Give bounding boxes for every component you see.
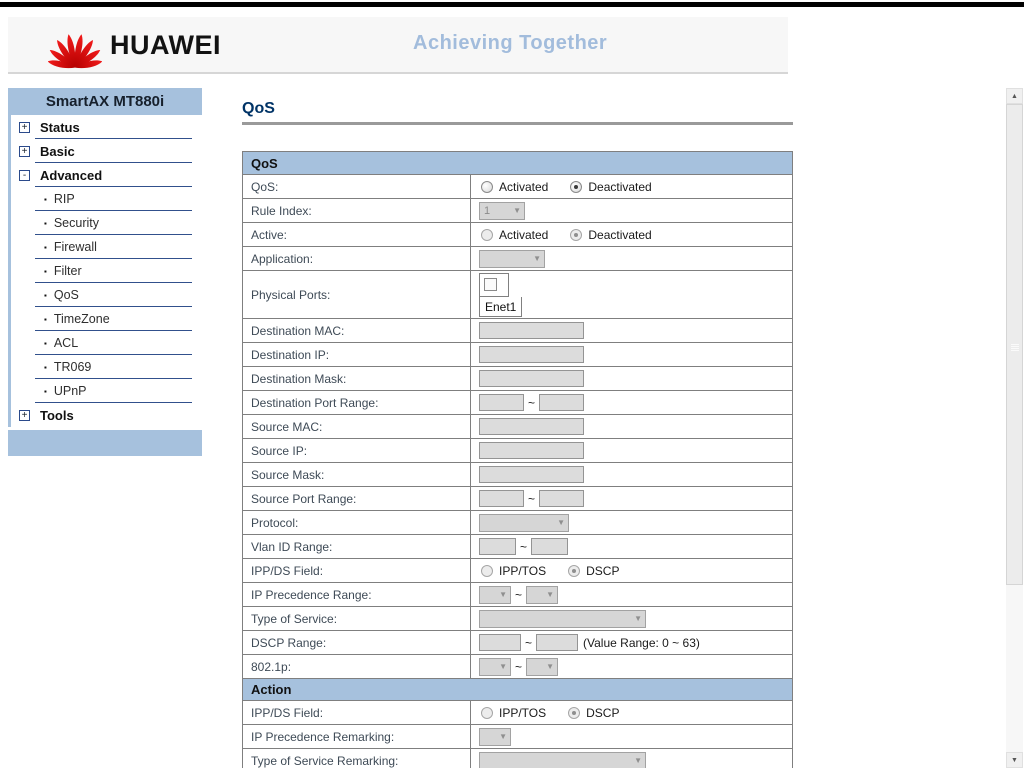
active-activated-radio[interactable] [481, 229, 493, 241]
field-label: Vlan ID Range: [243, 535, 471, 558]
rule-index-select[interactable]: 1 ▼ [479, 202, 525, 220]
port-name-cell: Enet1 [479, 297, 522, 317]
row-qos: QoS: Activated Deactivated [243, 174, 792, 198]
bullet-icon: ▪ [44, 242, 47, 252]
row-ip-precedence-range: IP Precedence Range: ▼ ~ ▼ [243, 582, 792, 606]
chevron-down-icon: ▼ [533, 254, 541, 263]
chevron-down-icon: ▼ [557, 518, 565, 527]
sidebar-item-upnp[interactable]: ▪ UPnP [11, 379, 202, 403]
scroll-down-button[interactable] [1006, 752, 1023, 768]
sidebar-footer-block [8, 430, 202, 456]
scroll-up-button[interactable] [1006, 88, 1023, 104]
field-label: QoS: [243, 175, 471, 198]
row-rule-index [243, 198, 792, 222]
row-physical-ports [243, 270, 792, 318]
field-label: Destination Mask: [243, 367, 471, 390]
field-label: Physical Ports: [243, 271, 471, 318]
qos-deactivated-radio[interactable] [570, 181, 582, 193]
precedence-from-select[interactable] [479, 586, 511, 604]
action-dscp-radio[interactable] [568, 707, 580, 719]
up-arrow-icon: ▲ [1011, 92, 1018, 100]
nav-tree [8, 115, 202, 427]
scrollbar-thumb[interactable] [1006, 104, 1023, 585]
row-action-ippds-field: IPP/DS Field: IPP/TOS DSCP [243, 700, 792, 724]
field-label: Application: [243, 247, 471, 270]
sidebar-item-advanced[interactable]: - Advanced [11, 163, 202, 187]
expand-icon[interactable]: + [19, 410, 30, 421]
enet1-checkbox[interactable] [484, 278, 497, 291]
chevron-down-icon: ▼ [513, 206, 521, 215]
page-title: QoS [242, 100, 275, 117]
field-label: IPP/DS Field: [243, 701, 471, 724]
row-source-port-range: Source Port Range: ~ [243, 486, 792, 510]
precedence-remarking-select[interactable] [479, 728, 511, 746]
protocol-select[interactable] [479, 514, 569, 532]
chevron-down-icon: ▼ [499, 590, 507, 599]
precedence-to-select[interactable] [526, 586, 558, 604]
brand-text: HUAWEI [110, 30, 221, 60]
field-label: IP Precedence Range: [243, 583, 471, 606]
row-protocol [243, 510, 792, 534]
row-ippds-field: IPP/DS Field: IPP/TOS DSCP [243, 558, 792, 582]
field-label: Protocol: [243, 511, 471, 534]
row-source-mask [243, 462, 792, 486]
row-type-of-service [243, 606, 792, 630]
row-8021p: 802.1p: ▼ ~ ▼ [243, 654, 792, 678]
bullet-icon: ▪ [44, 194, 47, 204]
sidebar-item-timezone[interactable]: ▪ TimeZone [11, 307, 202, 331]
field-label: Type of Service Remarking: [243, 749, 471, 768]
sidebar-item-qos[interactable]: ▪ QoS [11, 283, 202, 307]
field-label: Rule Index: [243, 199, 471, 222]
expand-icon[interactable]: + [19, 146, 30, 157]
vlan-from-input[interactable] [479, 538, 516, 555]
bullet-icon: ▪ [44, 362, 47, 372]
sidebar-item-rip[interactable]: ▪ RIP [11, 187, 202, 211]
bullet-icon: ▪ [44, 290, 47, 300]
field-label: Type of Service: [243, 607, 471, 630]
sidebar-item-filter[interactable]: ▪ Filter [11, 259, 202, 283]
destination-mask-input[interactable] [479, 370, 584, 387]
source-mac-input[interactable] [479, 418, 584, 435]
type-of-service-select[interactable] [479, 610, 646, 628]
sidebar-item-firewall[interactable]: ▪ Firewall [11, 235, 202, 259]
row-source-ip [243, 438, 792, 462]
src-port-from-input[interactable] [479, 490, 524, 507]
sidebar-item-tr069[interactable]: ▪ TR069 [11, 355, 202, 379]
down-arrow-icon: ▼ [1011, 756, 1018, 764]
thumb-grip-icon [1011, 344, 1019, 352]
field-label: Source IP: [243, 439, 471, 462]
field-label: Source Mask: [243, 463, 471, 486]
row-vlan-id-range: Vlan ID Range: ~ [243, 534, 792, 558]
chevron-down-icon: ▼ [634, 756, 642, 765]
chevron-down-icon: ▼ [546, 662, 555, 671]
8021p-from-select[interactable] [479, 658, 511, 676]
field-label: Source Port Range: [243, 487, 471, 510]
port-checkbox-cell [479, 273, 509, 297]
slogan-text: Achieving Together [413, 32, 608, 54]
row-destination-ip [243, 342, 792, 366]
row-source-mac [243, 414, 792, 438]
source-ip-input[interactable] [479, 442, 584, 459]
source-mask-input[interactable] [479, 466, 584, 483]
section-header-action: Action [243, 678, 792, 700]
destination-mac-input[interactable] [479, 322, 584, 339]
field-label: 802.1p: [243, 655, 471, 678]
8021p-to-select[interactable] [526, 658, 558, 676]
qos-form-table [242, 151, 793, 768]
destination-ip-input[interactable] [479, 346, 584, 363]
active-deactivated-radio[interactable] [570, 229, 582, 241]
row-type-of-service-remarking [243, 748, 792, 768]
src-port-to-input[interactable] [539, 490, 584, 507]
dscp-from-input[interactable] [479, 634, 521, 651]
field-label: DSCP Range: [243, 631, 471, 654]
dest-port-from-input[interactable] [479, 394, 524, 411]
application-select[interactable] [479, 250, 545, 268]
bullet-icon: ▪ [44, 338, 47, 348]
sidebar-item-security[interactable]: ▪ Security [11, 211, 202, 235]
action-ipptos-radio[interactable] [481, 707, 493, 719]
vertical-scrollbar[interactable] [1006, 88, 1023, 768]
chevron-down-icon: ▼ [546, 590, 555, 599]
top-black-bar [0, 2, 1024, 7]
field-label: Destination MAC: [243, 319, 471, 342]
row-destination-mask [243, 366, 792, 390]
field-label: Active: [243, 223, 471, 246]
dest-port-to-input[interactable] [539, 394, 584, 411]
bullet-icon: ▪ [44, 266, 47, 276]
bullet-icon: ▪ [44, 314, 47, 324]
qos-activated-radio[interactable] [481, 181, 493, 193]
field-label: IPP/DS Field: [243, 559, 471, 582]
row-destination-port-range: Destination Port Range: ~ [243, 390, 792, 414]
device-model-title: SmartAX MT880i [8, 88, 202, 115]
field-label: Source MAC: [243, 415, 471, 438]
tos-remarking-select[interactable] [479, 752, 646, 768]
row-application [243, 246, 792, 270]
field-label: Destination IP: [243, 343, 471, 366]
sidebar [8, 88, 202, 456]
bullet-icon: ▪ [44, 218, 47, 228]
row-dscp-range: DSCP Range: ~ (Value Range: 0 ~ 63) [243, 630, 792, 654]
field-label: Destination Port Range: [243, 391, 471, 414]
bullet-icon: ▪ [44, 386, 47, 396]
dscp-to-input[interactable] [536, 634, 578, 651]
row-active: Active: Activated Deactivated [243, 222, 792, 246]
chevron-down-icon: ▼ [634, 614, 642, 623]
dscp-radio[interactable] [568, 565, 580, 577]
chevron-down-icon: ▼ [499, 662, 507, 671]
section-header-qos: QoS [243, 152, 792, 174]
sidebar-item-tools[interactable]: + Tools [11, 403, 202, 427]
expand-icon[interactable]: + [19, 122, 30, 133]
sidebar-item-acl[interactable]: ▪ ACL [11, 331, 202, 355]
row-destination-mac [243, 318, 792, 342]
chevron-down-icon: ▼ [499, 732, 507, 741]
huawei-logo-icon [48, 20, 102, 75]
field-label: IP Precedence Remarking: [243, 725, 471, 748]
collapse-icon[interactable]: - [19, 170, 30, 181]
vlan-to-input[interactable] [531, 538, 568, 555]
sidebar-item-status[interactable]: + Status [11, 115, 202, 139]
ports-mini-table [479, 273, 522, 317]
title-underline [242, 122, 793, 125]
sidebar-item-basic[interactable]: + Basic [11, 139, 202, 163]
header-banner [8, 17, 788, 74]
dscp-range-note: (Value Range: 0 ~ 63) [583, 635, 700, 650]
ipptos-radio[interactable] [481, 565, 493, 577]
row-ip-precedence-remarking [243, 724, 792, 748]
